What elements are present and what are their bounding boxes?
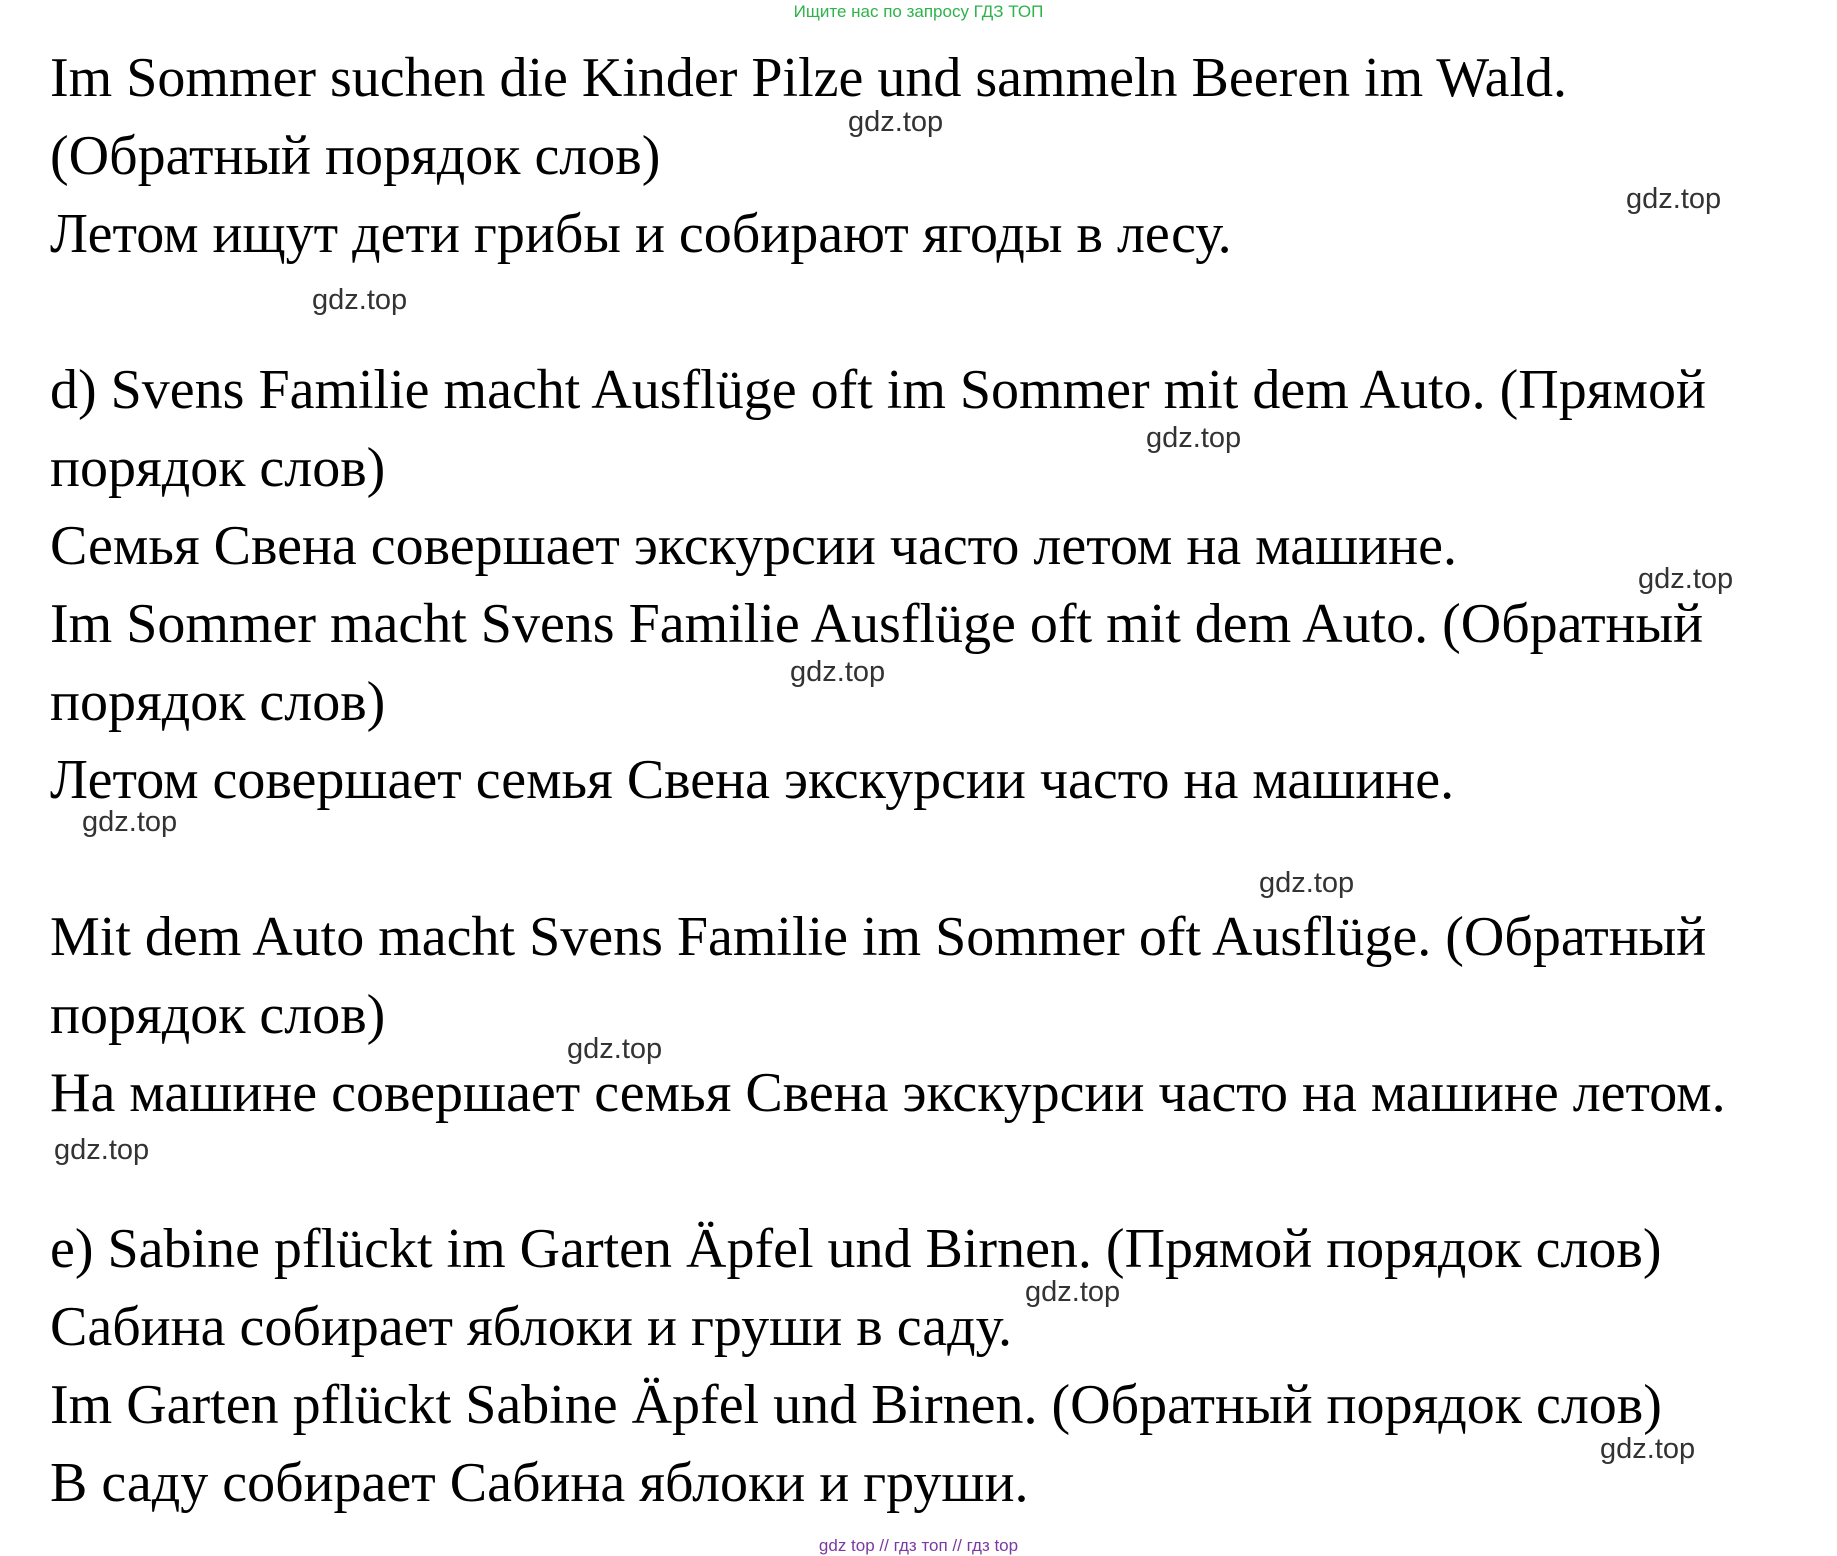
watermark: gdz.top — [1146, 422, 1242, 454]
watermark: gdz.top — [54, 1134, 150, 1166]
text-line: На машине совершает семья Свена экскурсии часто на машине летом. — [50, 1062, 1726, 1124]
watermark: gdz.top — [1626, 183, 1722, 215]
watermark: gdz.top — [1638, 563, 1734, 595]
watermark: gdz.top — [848, 106, 944, 138]
text-line: Im Sommer macht Svens Familie Ausflüge oft mit dem Auto. (Обратный — [50, 593, 1704, 655]
text-line: Летом ищут дети грибы и собирают ягоды в лесу. — [50, 203, 1232, 265]
text-line: d) Svens Familie macht Ausflüge oft im Sommer mit dem Auto. (Прямой — [50, 359, 1706, 421]
header-note: Ищите нас по запросу ГДЗ ТОП — [793, 2, 1044, 21]
text-line: В саду собирает Сабина яблоки и груши. — [50, 1452, 1029, 1514]
text-line: Летом совершает семья Свена экскурсии часто на машине. — [50, 749, 1455, 811]
watermark: gdz.top — [312, 284, 408, 316]
text-line: порядок слов) — [50, 984, 386, 1046]
watermark: gdz.top — [1025, 1276, 1121, 1308]
text-line: порядок слов) — [50, 437, 386, 499]
watermark: gdz.top — [82, 806, 178, 838]
text-line: Mit dem Auto macht Svens Familie im Sommer oft Ausflüge. (Обратный — [50, 906, 1707, 968]
text-line: Сабина собирает яблоки и груши в саду. — [50, 1296, 1012, 1358]
watermark: gdz.top — [1600, 1433, 1696, 1465]
footer-note: gdz top // гдз топ // гдз top — [818, 1536, 1019, 1555]
text-line: (Обратный порядок слов) — [50, 125, 661, 187]
watermark: gdz.top — [790, 656, 886, 688]
watermark: gdz.top — [1259, 867, 1355, 899]
text-line: Семья Свена совершает экскурсии часто летом на машине. — [50, 515, 1457, 577]
text-line: Im Sommer suchen die Kinder Pilze und sammeln Beeren im Wald. — [50, 47, 1568, 109]
text-line: Im Garten pflückt Sabine Äpfel und Birnen. (Обратный порядок слов) — [50, 1374, 1662, 1436]
text-line: порядок слов) — [50, 671, 386, 733]
text-line: e) Sabine pflückt im Garten Äpfel und Birnen. (Прямой порядок слов) — [50, 1218, 1662, 1280]
watermark: gdz.top — [567, 1033, 663, 1065]
